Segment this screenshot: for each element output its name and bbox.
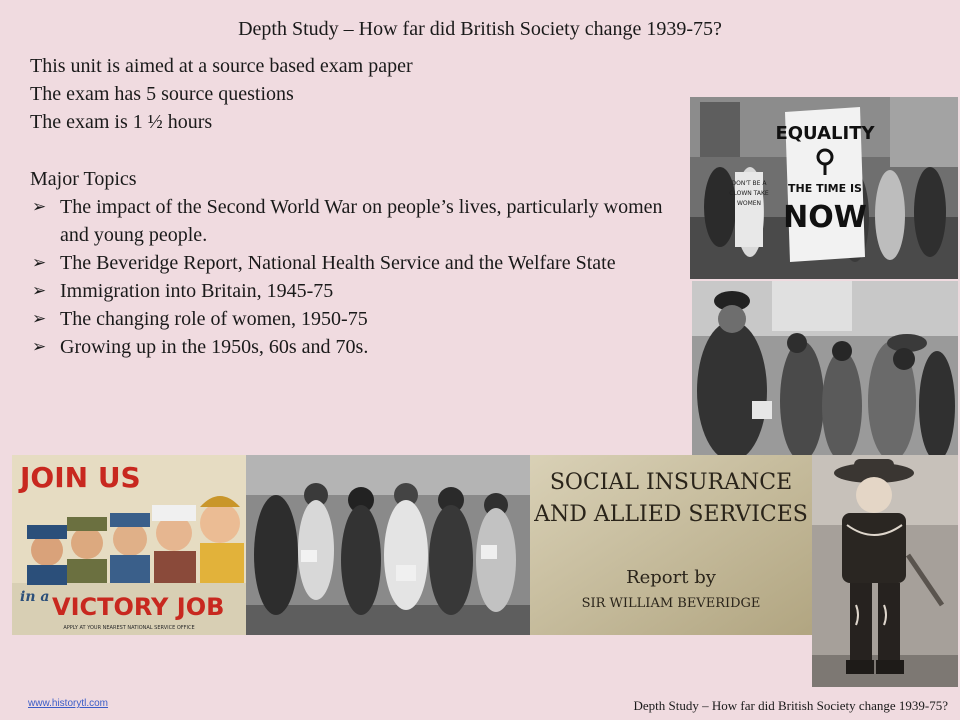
topic-item bbox=[30, 249, 680, 277]
intro-line: The exam has 5 source questions bbox=[30, 83, 294, 105]
arrow-bullet-icon: ➢ bbox=[32, 309, 47, 329]
intro-line: The exam is 1 ½ hours bbox=[30, 111, 213, 133]
topic-text: The Beveridge Report, National Health Service and the Welfare State bbox=[60, 252, 616, 274]
victory-job-poster bbox=[12, 455, 246, 635]
svg-text:CLOWN TAKE: CLOWN TAKE bbox=[729, 190, 769, 197]
protest-sign-text: NOW bbox=[783, 200, 867, 235]
topic-text: Immigration into Britain, 1945-75 bbox=[60, 280, 334, 302]
poster-text: in a bbox=[20, 589, 50, 605]
topics-heading: Major Topics bbox=[30, 168, 137, 190]
protest-sign-text: THE TIME IS bbox=[788, 182, 862, 195]
topic-item bbox=[30, 277, 680, 305]
poster-headline: JOIN US bbox=[20, 461, 141, 494]
topic-text: The changing role of women, 1950-75 bbox=[60, 308, 368, 330]
immigration-arrivals-photo bbox=[692, 281, 958, 457]
intro-line: This unit is aimed at a source based exam paper bbox=[30, 55, 413, 77]
topic-text: Growing up in the 1950s, 60s and 70s. bbox=[60, 336, 369, 358]
womens-protest-photo bbox=[690, 97, 958, 279]
footer-title: Depth Study – How far did British Society change 1939-75? bbox=[633, 698, 948, 713]
boy-in-cowboy-costume-photo bbox=[812, 455, 958, 687]
report-title: AND ALLIED SERVICES bbox=[534, 502, 808, 527]
evacuee-children-photo bbox=[246, 455, 530, 635]
report-title: SOCIAL INSURANCE bbox=[549, 470, 793, 495]
slide-title: Depth Study – How far did British Society change 1939-75? bbox=[238, 18, 722, 40]
svg-text:DON'T BE A: DON'T BE A bbox=[731, 180, 767, 187]
topic-item bbox=[30, 305, 680, 333]
topic-item bbox=[30, 193, 680, 249]
arrow-bullet-icon: ➢ bbox=[32, 337, 47, 357]
report-byline: Report by bbox=[626, 567, 716, 588]
beveridge-report-cover bbox=[530, 455, 812, 635]
major-topics bbox=[30, 165, 680, 361]
svg-text:WOMEN: WOMEN bbox=[736, 200, 762, 207]
arrow-bullet-icon: ➢ bbox=[32, 281, 47, 301]
topics-list bbox=[30, 193, 680, 361]
report-author: SIR WILLIAM BEVERIDGE bbox=[581, 596, 761, 611]
footer-website-link[interactable]: www.historytl.com bbox=[28, 698, 109, 709]
arrow-bullet-icon: ➢ bbox=[32, 253, 47, 273]
topic-text: The impact of the Second World War on people’s lives, particularly women and young people. bbox=[60, 196, 663, 246]
topic-item bbox=[30, 333, 680, 361]
poster-text: APPLY AT YOUR NEAREST NATIONAL SERVICE OFFICE bbox=[63, 625, 195, 631]
intro-text bbox=[30, 52, 413, 136]
protest-sign-text: EQUALITY bbox=[775, 123, 875, 144]
arrow-bullet-icon: ➢ bbox=[32, 197, 47, 217]
poster-text: VICTORY JOB bbox=[52, 593, 225, 621]
